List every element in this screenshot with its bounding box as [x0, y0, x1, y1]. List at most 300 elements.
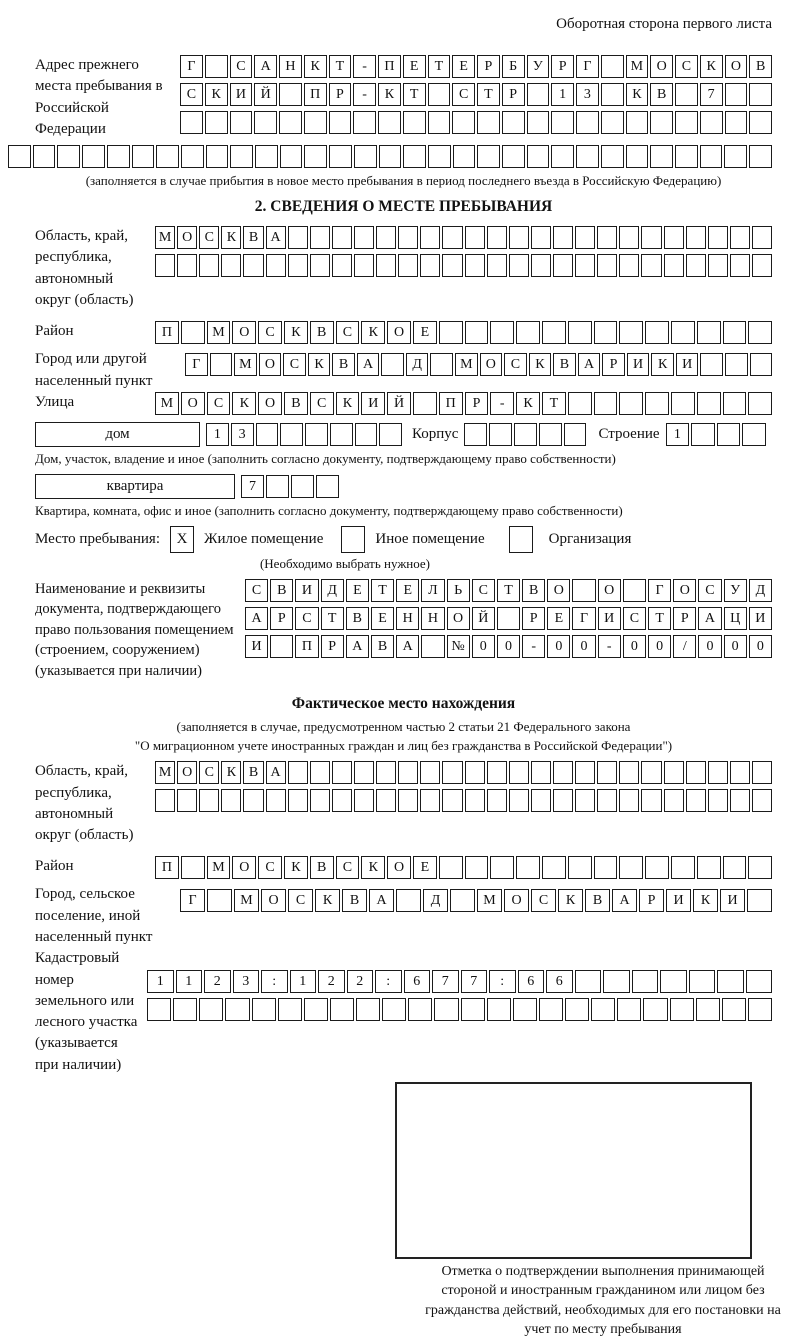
char-cell[interactable]: [542, 856, 566, 879]
char-cell[interactable]: С: [199, 761, 219, 784]
char-cell[interactable]: [686, 226, 706, 249]
char-cell[interactable]: 7: [241, 475, 264, 498]
char-cell[interactable]: Й: [387, 392, 411, 415]
char-cell[interactable]: [594, 321, 618, 344]
char-cell[interactable]: К: [378, 83, 401, 106]
char-cell[interactable]: [266, 254, 286, 277]
char-cell[interactable]: А: [698, 607, 721, 630]
char-cell[interactable]: Д: [749, 579, 772, 602]
char-cell[interactable]: 1: [147, 970, 174, 993]
char-cell[interactable]: [664, 254, 684, 277]
char-cell[interactable]: [256, 423, 279, 446]
char-cell[interactable]: [225, 998, 249, 1021]
char-cell[interactable]: [490, 321, 514, 344]
char-cell[interactable]: О: [232, 856, 256, 879]
char-cell[interactable]: Р: [522, 607, 545, 630]
char-cell[interactable]: [553, 761, 573, 784]
char-cell[interactable]: Е: [403, 55, 426, 78]
char-cell[interactable]: М: [234, 889, 259, 912]
char-cell[interactable]: С: [258, 321, 282, 344]
char-cell[interactable]: 7: [432, 970, 459, 993]
char-cell[interactable]: [413, 392, 437, 415]
char-cell[interactable]: Л: [421, 579, 444, 602]
char-cell[interactable]: В: [332, 353, 355, 376]
char-cell[interactable]: [332, 226, 352, 249]
char-cell[interactable]: [675, 145, 698, 168]
char-cell[interactable]: М: [155, 761, 175, 784]
char-cell[interactable]: [487, 761, 507, 784]
char-cell[interactable]: [514, 423, 537, 446]
char-cell[interactable]: [304, 145, 327, 168]
char-cell[interactable]: Р: [321, 635, 344, 658]
char-cell[interactable]: О: [387, 321, 411, 344]
char-cell[interactable]: [594, 392, 618, 415]
char-cell[interactable]: 6: [546, 970, 573, 993]
char-cell[interactable]: [509, 254, 529, 277]
char-cell[interactable]: А: [612, 889, 637, 912]
char-cell[interactable]: П: [295, 635, 318, 658]
char-cell[interactable]: [645, 321, 669, 344]
char-cell[interactable]: [617, 998, 641, 1021]
char-cell[interactable]: [57, 145, 80, 168]
char-cell[interactable]: К: [232, 392, 256, 415]
char-cell[interactable]: [641, 254, 661, 277]
char-cell[interactable]: [575, 761, 595, 784]
char-cell[interactable]: [477, 145, 500, 168]
char-cell[interactable]: С: [452, 83, 475, 106]
char-cell[interactable]: Е: [371, 607, 394, 630]
char-cell[interactable]: [513, 998, 537, 1021]
char-cell[interactable]: Т: [477, 83, 500, 106]
char-cell[interactable]: С: [288, 889, 313, 912]
char-cell[interactable]: Г: [648, 579, 671, 602]
char-cell[interactable]: [408, 998, 432, 1021]
char-cell[interactable]: 0: [648, 635, 671, 658]
char-cell[interactable]: [626, 145, 649, 168]
char-cell[interactable]: [221, 789, 241, 812]
char-cell[interactable]: [576, 111, 599, 134]
char-cell[interactable]: [697, 321, 721, 344]
char-cell[interactable]: Т: [648, 607, 671, 630]
char-cell[interactable]: [332, 254, 352, 277]
char-cell[interactable]: [664, 789, 684, 812]
char-cell[interactable]: [450, 889, 475, 912]
char-cell[interactable]: П: [378, 55, 401, 78]
char-cell[interactable]: [221, 254, 241, 277]
char-cell[interactable]: [453, 145, 476, 168]
char-cell[interactable]: [619, 392, 643, 415]
char-cell[interactable]: [465, 254, 485, 277]
char-cell[interactable]: [575, 970, 602, 993]
char-cell[interactable]: А: [578, 353, 601, 376]
char-cell[interactable]: С: [180, 83, 203, 106]
char-cell[interactable]: С: [245, 579, 268, 602]
char-cell[interactable]: Р: [639, 889, 664, 912]
char-cell[interactable]: [708, 789, 728, 812]
char-cell[interactable]: А: [254, 55, 277, 78]
char-cell[interactable]: [310, 761, 330, 784]
char-cell[interactable]: [420, 254, 440, 277]
char-cell[interactable]: [206, 145, 229, 168]
char-cell[interactable]: [675, 83, 698, 106]
char-cell[interactable]: 0: [497, 635, 520, 658]
char-cell[interactable]: [539, 998, 563, 1021]
char-cell[interactable]: [452, 111, 475, 134]
char-cell[interactable]: [717, 970, 744, 993]
char-cell[interactable]: У: [527, 55, 550, 78]
char-cell[interactable]: [675, 111, 698, 134]
char-cell[interactable]: Г: [572, 607, 595, 630]
char-cell[interactable]: [717, 423, 741, 446]
char-cell[interactable]: [597, 761, 617, 784]
char-cell[interactable]: В: [522, 579, 545, 602]
char-cell[interactable]: В: [270, 579, 293, 602]
char-cell[interactable]: [381, 353, 404, 376]
char-cell[interactable]: [243, 789, 263, 812]
char-cell[interactable]: [696, 998, 720, 1021]
char-cell[interactable]: И: [230, 83, 253, 106]
char-cell[interactable]: [173, 998, 197, 1021]
char-cell[interactable]: [439, 856, 463, 879]
char-cell[interactable]: Н: [396, 607, 419, 630]
char-cell[interactable]: О: [447, 607, 470, 630]
char-cell[interactable]: К: [284, 321, 308, 344]
char-cell[interactable]: [748, 856, 772, 879]
char-cell[interactable]: [516, 856, 540, 879]
char-cell[interactable]: [382, 998, 406, 1021]
char-cell[interactable]: Г: [185, 353, 208, 376]
char-cell[interactable]: Г: [576, 55, 599, 78]
char-cell[interactable]: К: [693, 889, 718, 912]
char-cell[interactable]: С: [698, 579, 721, 602]
char-cell[interactable]: Т: [542, 392, 566, 415]
char-cell[interactable]: К: [558, 889, 583, 912]
char-cell[interactable]: В: [310, 856, 334, 879]
char-cell[interactable]: [531, 226, 551, 249]
char-cell[interactable]: Е: [547, 607, 570, 630]
char-cell[interactable]: [278, 998, 302, 1021]
char-cell[interactable]: Д: [423, 889, 448, 912]
char-cell[interactable]: [553, 254, 573, 277]
char-cell[interactable]: [376, 789, 396, 812]
char-cell[interactable]: [442, 789, 462, 812]
char-cell[interactable]: В: [284, 392, 308, 415]
char-cell[interactable]: 0: [724, 635, 747, 658]
char-cell[interactable]: [752, 226, 772, 249]
char-cell[interactable]: К: [304, 55, 327, 78]
char-cell[interactable]: Р: [551, 55, 574, 78]
char-cell[interactable]: С: [336, 321, 360, 344]
char-cell[interactable]: [266, 475, 289, 498]
char-cell[interactable]: [379, 423, 402, 446]
char-cell[interactable]: Д: [406, 353, 429, 376]
char-cell[interactable]: [539, 423, 562, 446]
char-cell[interactable]: [288, 789, 308, 812]
char-cell[interactable]: О: [725, 55, 748, 78]
char-cell[interactable]: [288, 226, 308, 249]
char-cell[interactable]: [700, 111, 723, 134]
char-cell[interactable]: Й: [254, 83, 277, 106]
char-cell[interactable]: [730, 254, 750, 277]
char-cell[interactable]: [568, 392, 592, 415]
char-cell[interactable]: [748, 321, 772, 344]
char-cell[interactable]: [531, 761, 551, 784]
char-cell[interactable]: [749, 111, 772, 134]
char-cell[interactable]: [288, 761, 308, 784]
char-cell[interactable]: К: [205, 83, 228, 106]
char-cell[interactable]: [553, 789, 573, 812]
char-cell[interactable]: [280, 423, 303, 446]
char-cell[interactable]: [632, 970, 659, 993]
char-cell[interactable]: Р: [329, 83, 352, 106]
char-cell[interactable]: [305, 423, 328, 446]
checkbox-other-premises[interactable]: [341, 526, 365, 553]
char-cell[interactable]: [686, 254, 706, 277]
char-cell[interactable]: О: [504, 889, 529, 912]
char-cell[interactable]: [310, 789, 330, 812]
char-cell[interactable]: В: [749, 55, 772, 78]
char-cell[interactable]: [730, 761, 750, 784]
char-cell[interactable]: О: [258, 392, 282, 415]
char-cell[interactable]: [497, 607, 520, 630]
char-cell[interactable]: 3: [576, 83, 599, 106]
char-cell[interactable]: [280, 145, 303, 168]
char-cell[interactable]: [155, 789, 175, 812]
char-cell[interactable]: П: [155, 856, 179, 879]
char-cell[interactable]: [398, 254, 418, 277]
char-cell[interactable]: [430, 353, 453, 376]
char-cell[interactable]: [82, 145, 105, 168]
char-cell[interactable]: [670, 998, 694, 1021]
char-cell[interactable]: С: [207, 392, 231, 415]
char-cell[interactable]: 1: [666, 423, 690, 446]
char-cell[interactable]: [210, 353, 233, 376]
char-cell[interactable]: [177, 254, 197, 277]
char-cell[interactable]: [270, 635, 293, 658]
char-cell[interactable]: Р: [270, 607, 293, 630]
char-cell[interactable]: О: [547, 579, 570, 602]
char-cell[interactable]: С: [675, 55, 698, 78]
char-cell[interactable]: Т: [329, 55, 352, 78]
char-cell[interactable]: [230, 111, 253, 134]
char-cell[interactable]: [442, 226, 462, 249]
char-cell[interactable]: Б: [502, 55, 525, 78]
char-cell[interactable]: [428, 111, 451, 134]
char-cell[interactable]: 3: [231, 423, 254, 446]
char-cell[interactable]: [551, 145, 574, 168]
char-cell[interactable]: [461, 998, 485, 1021]
char-cell[interactable]: М: [626, 55, 649, 78]
char-cell[interactable]: Г: [180, 55, 203, 78]
char-cell[interactable]: [489, 423, 512, 446]
char-cell[interactable]: [199, 789, 219, 812]
char-cell[interactable]: [132, 145, 155, 168]
char-cell[interactable]: [465, 226, 485, 249]
char-cell[interactable]: С: [623, 607, 646, 630]
char-cell[interactable]: [568, 856, 592, 879]
char-cell[interactable]: [428, 145, 451, 168]
char-cell[interactable]: [619, 254, 639, 277]
checkbox-residential[interactable]: X: [170, 526, 194, 553]
char-cell[interactable]: [332, 761, 352, 784]
char-cell[interactable]: 1: [290, 970, 317, 993]
char-cell[interactable]: С: [295, 607, 318, 630]
char-cell[interactable]: А: [396, 635, 419, 658]
char-cell[interactable]: 7: [700, 83, 723, 106]
char-cell[interactable]: В: [371, 635, 394, 658]
char-cell[interactable]: [746, 970, 773, 993]
char-cell[interactable]: Т: [428, 55, 451, 78]
char-cell[interactable]: [575, 789, 595, 812]
char-cell[interactable]: 6: [518, 970, 545, 993]
char-cell[interactable]: [181, 321, 205, 344]
char-cell[interactable]: [310, 254, 330, 277]
char-cell[interactable]: -: [598, 635, 621, 658]
char-cell[interactable]: [752, 254, 772, 277]
char-cell[interactable]: [310, 226, 330, 249]
char-cell[interactable]: [304, 111, 327, 134]
char-cell[interactable]: /: [673, 635, 696, 658]
char-cell[interactable]: [691, 423, 715, 446]
char-cell[interactable]: [752, 761, 772, 784]
char-cell[interactable]: С: [310, 392, 334, 415]
char-cell[interactable]: [439, 321, 463, 344]
char-cell[interactable]: [742, 423, 766, 446]
char-cell[interactable]: С: [472, 579, 495, 602]
char-cell[interactable]: 0: [623, 635, 646, 658]
char-cell[interactable]: [749, 145, 772, 168]
char-cell[interactable]: [329, 145, 352, 168]
char-cell[interactable]: [597, 254, 617, 277]
char-cell[interactable]: [619, 226, 639, 249]
char-cell[interactable]: Й: [472, 607, 495, 630]
char-cell[interactable]: Т: [403, 83, 426, 106]
char-cell[interactable]: О: [387, 856, 411, 879]
char-cell[interactable]: [509, 789, 529, 812]
char-cell[interactable]: А: [245, 607, 268, 630]
char-cell[interactable]: [553, 226, 573, 249]
char-cell[interactable]: И: [666, 889, 691, 912]
char-cell[interactable]: С: [531, 889, 556, 912]
char-cell[interactable]: С: [283, 353, 306, 376]
char-cell[interactable]: [626, 111, 649, 134]
char-cell[interactable]: [619, 761, 639, 784]
char-cell[interactable]: Р: [477, 55, 500, 78]
char-cell[interactable]: [723, 321, 747, 344]
char-cell[interactable]: [516, 321, 540, 344]
char-cell[interactable]: Р: [602, 353, 625, 376]
char-cell[interactable]: [8, 145, 31, 168]
char-cell[interactable]: К: [336, 392, 360, 415]
char-cell[interactable]: В: [346, 607, 369, 630]
char-cell[interactable]: [398, 789, 418, 812]
char-cell[interactable]: А: [369, 889, 394, 912]
char-cell[interactable]: И: [295, 579, 318, 602]
char-cell[interactable]: 3: [233, 970, 260, 993]
char-cell[interactable]: [477, 111, 500, 134]
char-cell[interactable]: [748, 392, 772, 415]
char-cell[interactable]: [205, 111, 228, 134]
char-cell[interactable]: Т: [497, 579, 520, 602]
char-cell[interactable]: [603, 970, 630, 993]
char-cell[interactable]: [396, 889, 421, 912]
char-cell[interactable]: [730, 789, 750, 812]
char-cell[interactable]: С: [504, 353, 527, 376]
char-cell[interactable]: [316, 475, 339, 498]
char-cell[interactable]: Т: [321, 607, 344, 630]
char-cell[interactable]: [722, 998, 746, 1021]
char-cell[interactable]: [575, 226, 595, 249]
char-cell[interactable]: О: [480, 353, 503, 376]
char-cell[interactable]: [353, 111, 376, 134]
char-cell[interactable]: [748, 998, 772, 1021]
char-cell[interactable]: [752, 789, 772, 812]
char-cell[interactable]: [747, 889, 772, 912]
char-cell[interactable]: [509, 226, 529, 249]
char-cell[interactable]: М: [155, 226, 175, 249]
char-cell[interactable]: Р: [502, 83, 525, 106]
char-cell[interactable]: [568, 321, 592, 344]
char-cell[interactable]: В: [585, 889, 610, 912]
char-cell[interactable]: [442, 254, 462, 277]
char-cell[interactable]: [671, 321, 695, 344]
char-cell[interactable]: [376, 761, 396, 784]
char-cell[interactable]: [420, 761, 440, 784]
char-cell[interactable]: [428, 83, 451, 106]
char-cell[interactable]: [398, 761, 418, 784]
char-cell[interactable]: [398, 226, 418, 249]
char-cell[interactable]: [660, 970, 687, 993]
char-cell[interactable]: [420, 226, 440, 249]
char-cell[interactable]: П: [439, 392, 463, 415]
char-cell[interactable]: И: [361, 392, 385, 415]
char-cell[interactable]: [671, 392, 695, 415]
char-cell[interactable]: [725, 111, 748, 134]
char-cell[interactable]: Р: [465, 392, 489, 415]
char-cell[interactable]: №: [447, 635, 470, 658]
char-cell[interactable]: [601, 55, 624, 78]
char-cell[interactable]: В: [243, 761, 263, 784]
char-cell[interactable]: М: [234, 353, 257, 376]
char-cell[interactable]: 2: [204, 970, 231, 993]
char-cell[interactable]: [601, 145, 624, 168]
char-cell[interactable]: :: [489, 970, 516, 993]
char-cell[interactable]: [723, 392, 747, 415]
char-cell[interactable]: [619, 321, 643, 344]
char-cell[interactable]: [279, 83, 302, 106]
char-cell[interactable]: [279, 111, 302, 134]
char-cell[interactable]: [177, 789, 197, 812]
char-cell[interactable]: [181, 145, 204, 168]
char-cell[interactable]: П: [304, 83, 327, 106]
char-cell[interactable]: [354, 145, 377, 168]
char-cell[interactable]: К: [221, 226, 241, 249]
char-cell[interactable]: А: [357, 353, 380, 376]
char-cell[interactable]: [708, 254, 728, 277]
char-cell[interactable]: Ц: [724, 607, 747, 630]
char-cell[interactable]: [645, 856, 669, 879]
char-cell[interactable]: [565, 998, 589, 1021]
char-cell[interactable]: [750, 353, 773, 376]
char-cell[interactable]: 0: [572, 635, 595, 658]
char-cell[interactable]: [594, 856, 618, 879]
char-cell[interactable]: [230, 145, 253, 168]
char-cell[interactable]: [490, 856, 514, 879]
char-cell[interactable]: [724, 145, 747, 168]
char-cell[interactable]: [243, 254, 263, 277]
char-cell[interactable]: [403, 145, 426, 168]
char-cell[interactable]: И: [627, 353, 650, 376]
